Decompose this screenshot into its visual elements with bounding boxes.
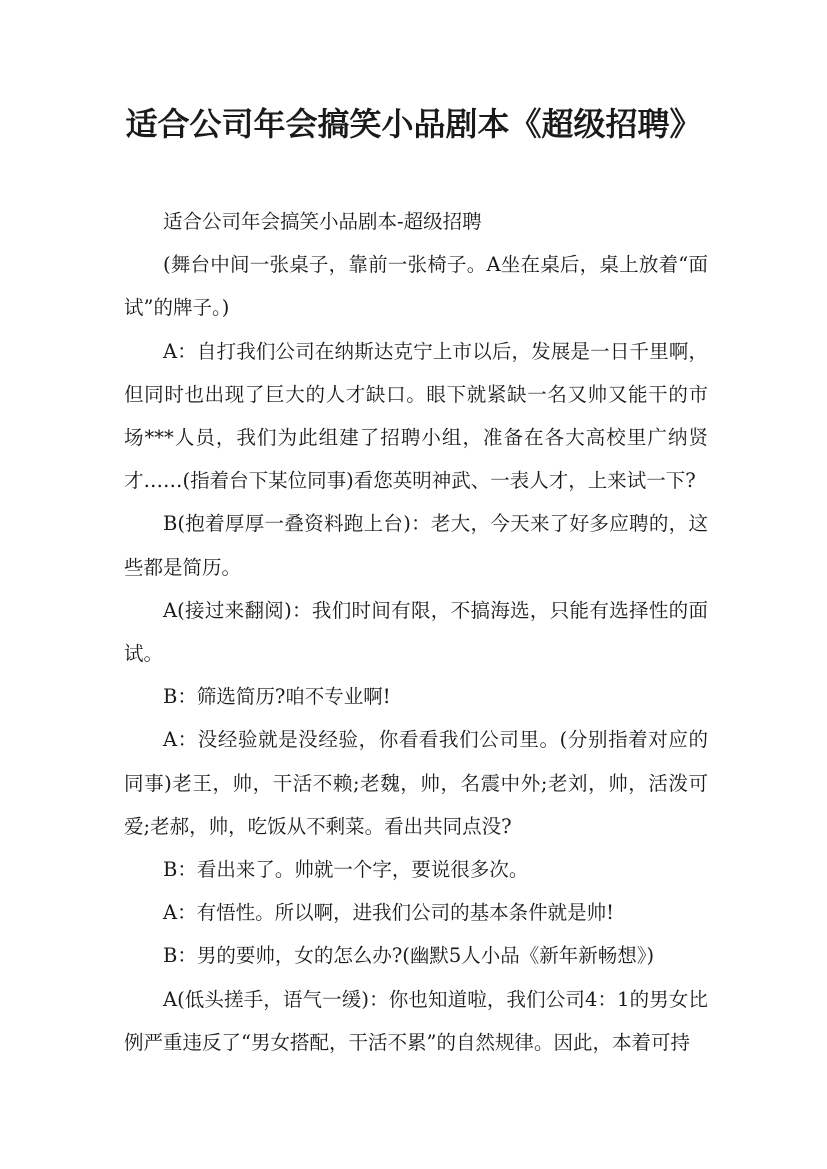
paragraph-stage-direction: (舞台中间一张桌子，靠前一张椅子。A坐在桌后，桌上放着“面试”的牌子。) [124, 253, 708, 320]
paragraph-dialogue: A(低头搓手，语气一缓)：你也知道啦，我们公司4：1的男女比例严重违反了“男女搭配，干活不累”的自然规律。因此，本着可持 [124, 987, 708, 1054]
paragraph-subtitle: 适合公司年会搞笑小品剧本-超级招聘 [163, 210, 482, 233]
document-body [124, 200, 708, 1064]
paragraph-dialogue: A：自打我们公司在纳斯达克宁上市以后，发展是一日千里啊，但同时也出现了巨大的人才缺口。眼下就紧缺一名又帅又能干的市场***人员，我们为此组建了招聘小组，准备在各大高校里广纳贤才……(指着台下某位同事)看您英明神武、一表人才，上来试一下? [124, 339, 708, 493]
document-title: 适合公司年会搞笑小品剧本《超级招聘》 [125, 105, 702, 143]
paragraph-dialogue: B：筛选简历?咱不专业啊! [163, 685, 391, 709]
paragraph-dialogue: A(接过来翻阅)：我们时间有限，不搞海选，只能有选择性的面试。 [124, 598, 708, 666]
paragraph-dialogue: A：没经验就是没经验，你看看我们公司里。(分别指着对应的同事)老王，帅，干活不赖;老魏，帅，名震中外;老刘，帅，活泼可爱;老郝，帅，吃饭从不剩菜。看出共同点没? [124, 728, 708, 838]
paragraph-dialogue: B(抱着厚厚一叠资料跑上台)：老大，今天来了好多应聘的，这些都是简历。 [124, 512, 708, 579]
paragraph-dialogue: B：男的要帅，女的怎么办?(幽默5人小品《新年新畅想》) [163, 944, 655, 968]
paragraph-dialogue: A：有悟性。所以啊，进我们公司的基本条件就是帅! [163, 901, 614, 925]
paragraph-dialogue: B：看出来了。帅就一个字，要说很多次。 [163, 858, 529, 882]
